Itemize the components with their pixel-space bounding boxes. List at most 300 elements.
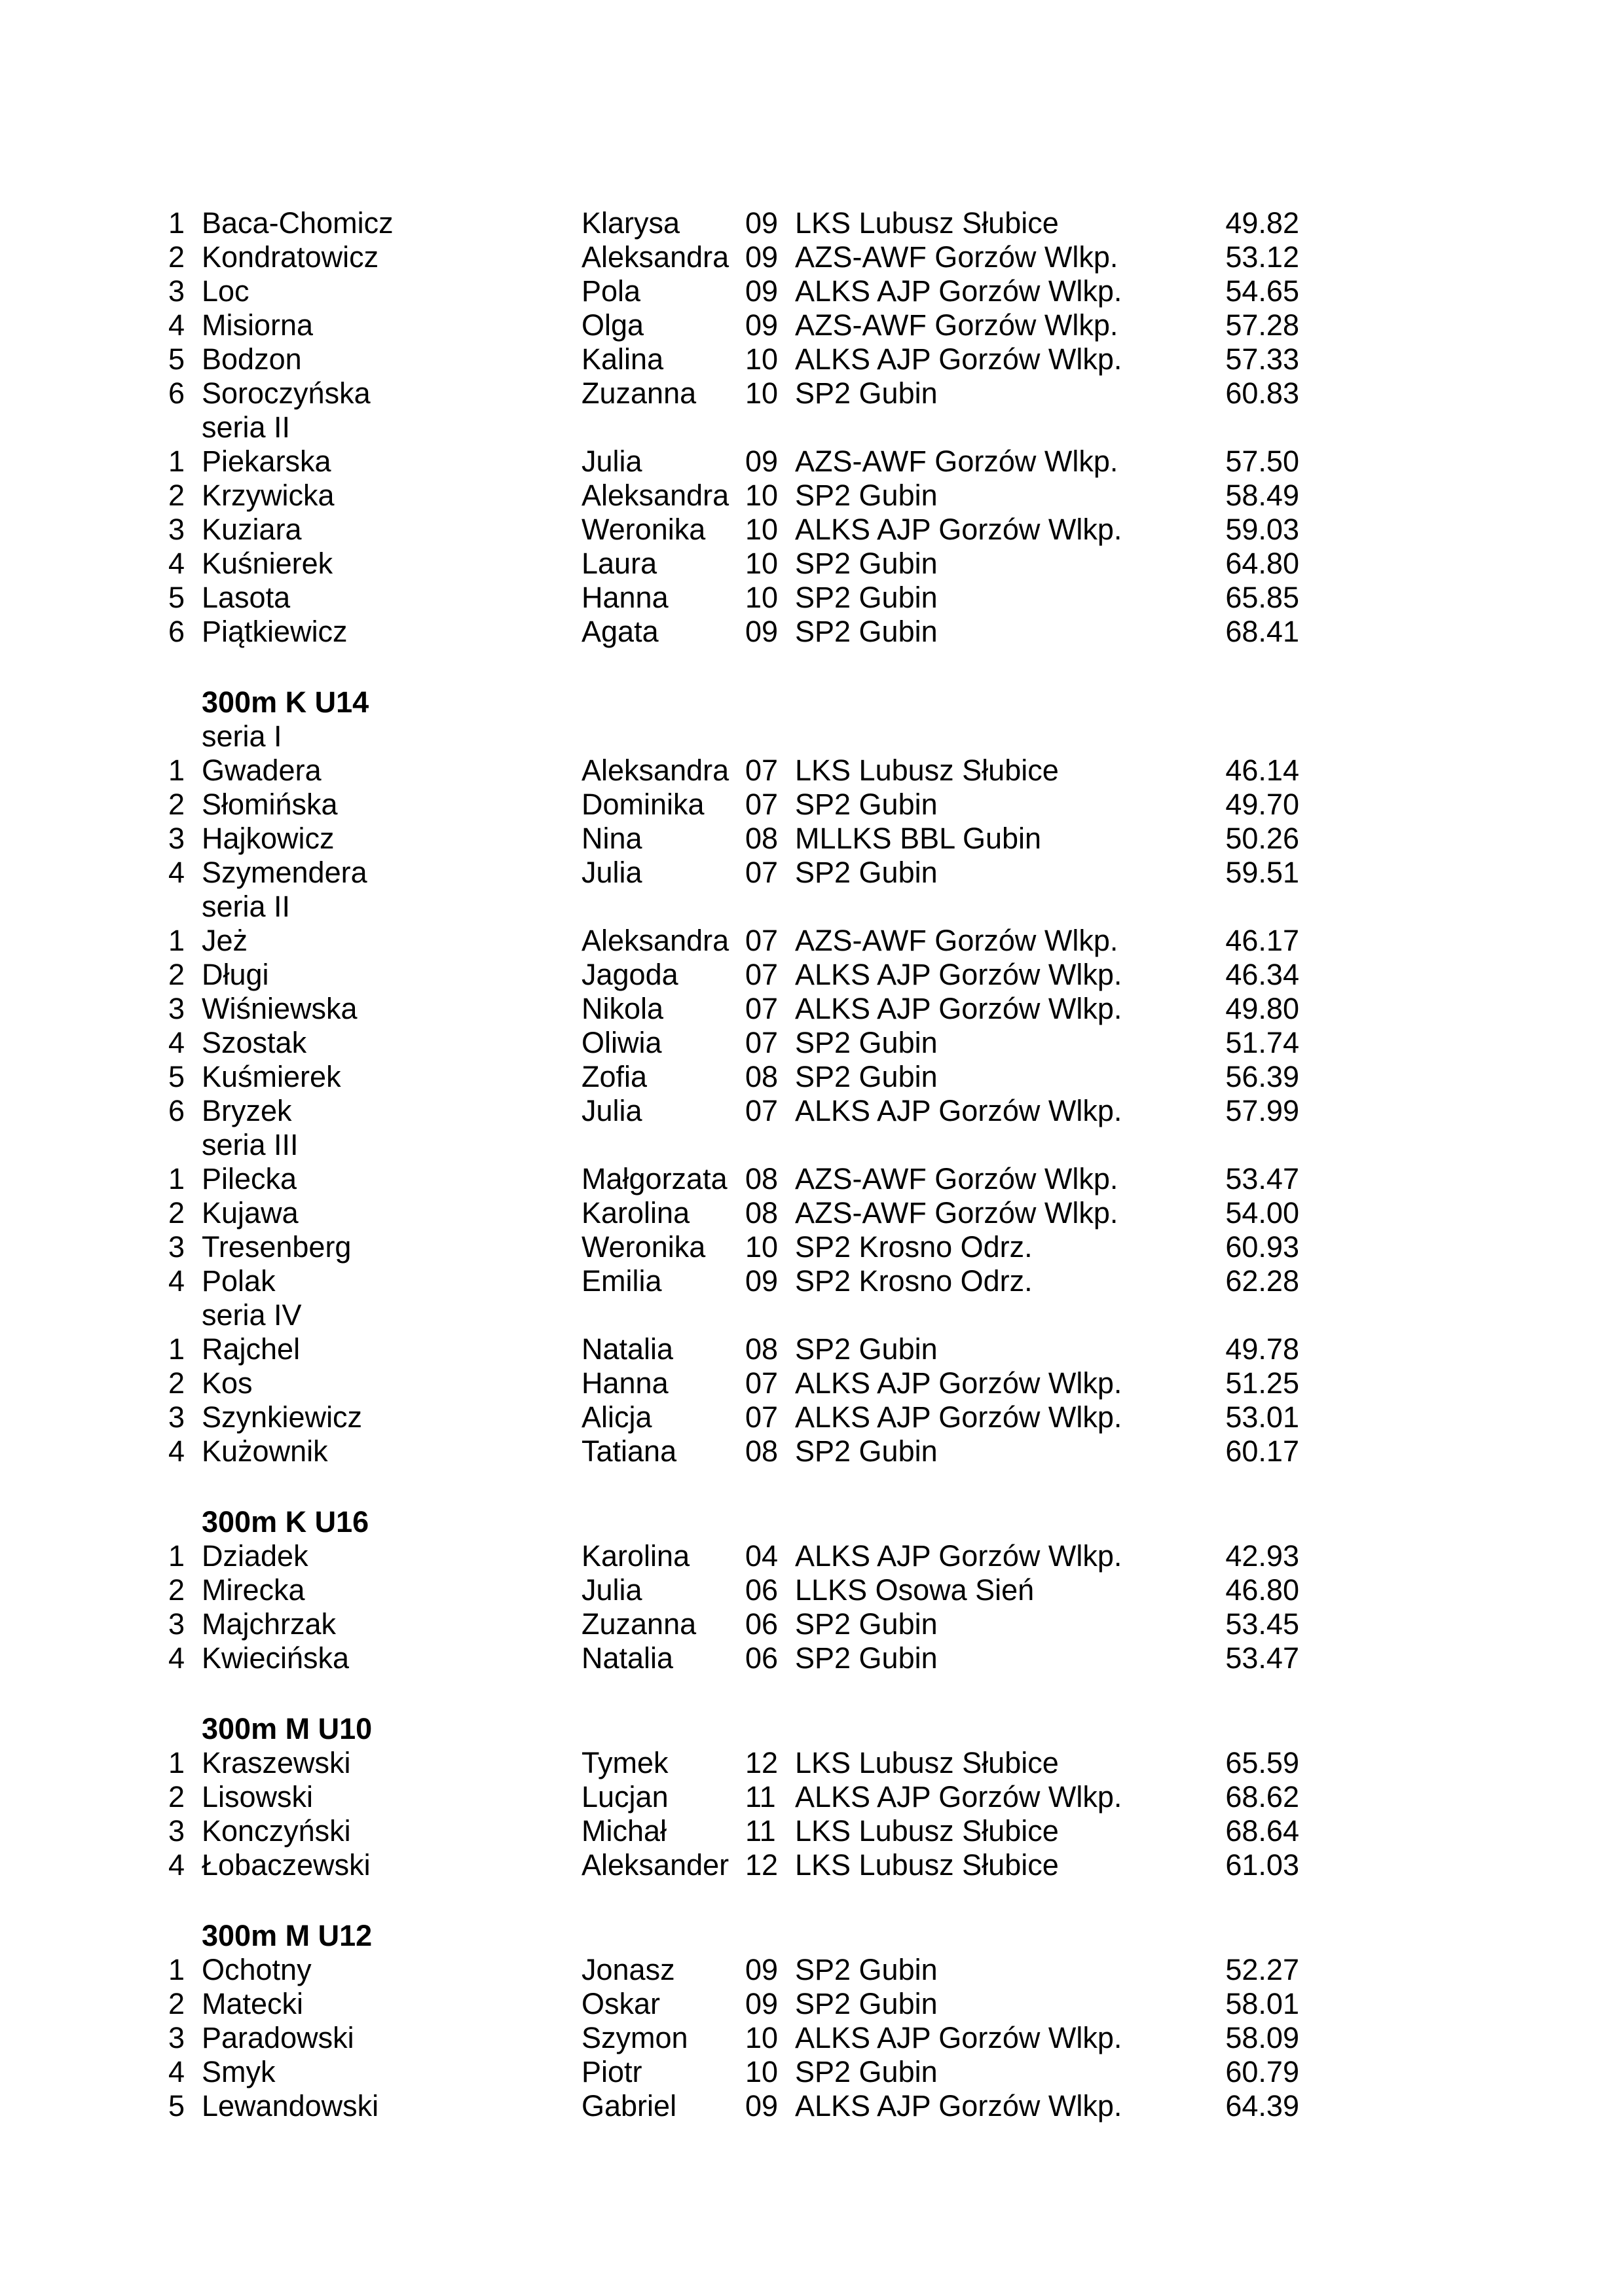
result-row <box>0 581 1624 615</box>
year-cell: 12 <box>745 1746 779 1779</box>
year-cell: 07 <box>745 1026 779 1059</box>
firstname-cell: Tymek <box>581 1746 669 1779</box>
year-cell: 06 <box>745 1607 779 1641</box>
year-cell: 10 <box>745 513 779 546</box>
result-row <box>0 958 1624 992</box>
result-row <box>0 1162 1624 1196</box>
time-cell: 59.51 <box>1225 856 1299 889</box>
year-cell: 09 <box>745 1953 779 1986</box>
firstname-cell: Julia <box>581 856 642 889</box>
time-cell: 54.00 <box>1225 1196 1299 1230</box>
surname-cell: Baca-Chomicz <box>202 206 394 240</box>
surname-cell: Hajkowicz <box>202 822 335 855</box>
time-cell: 49.80 <box>1225 992 1299 1025</box>
result-row <box>0 1400 1624 1434</box>
surname-cell: Kondratowicz <box>202 240 379 274</box>
firstname-cell: Jagoda <box>581 958 678 991</box>
firstname-cell: Karolina <box>581 1539 690 1573</box>
surname-cell: Lewandowski <box>202 2089 379 2123</box>
year-cell: 10 <box>745 1230 779 1264</box>
surname-cell: Pilecka <box>202 1162 297 1195</box>
club-cell: SP2 Gubin <box>795 1641 938 1675</box>
heat-label-line <box>0 410 1624 445</box>
result-row <box>0 1953 1624 1987</box>
time-cell: 46.34 <box>1225 958 1299 991</box>
surname-cell: Krzywicka <box>202 479 335 512</box>
time-cell: 49.78 <box>1225 1332 1299 1366</box>
year-cell: 04 <box>745 1539 779 1573</box>
year-cell: 07 <box>745 958 779 991</box>
year-cell: 07 <box>745 1400 779 1434</box>
result-row <box>0 1539 1624 1573</box>
place-cell: 5 <box>168 1060 185 1093</box>
surname-cell: Bryzek <box>202 1094 292 1127</box>
club-cell: SP2 Gubin <box>795 1332 938 1366</box>
firstname-cell: Agata <box>581 615 659 648</box>
place-cell: 2 <box>168 1196 185 1230</box>
surname-cell: Rajchel <box>202 1332 301 1366</box>
place-cell: 1 <box>168 206 185 240</box>
firstname-cell: Alicja <box>581 1400 652 1434</box>
result-row <box>0 376 1624 410</box>
club-cell: SP2 Gubin <box>795 2055 938 2088</box>
time-cell: 58.09 <box>1225 2021 1299 2054</box>
result-row <box>0 788 1624 822</box>
time-cell: 56.39 <box>1225 1060 1299 1093</box>
time-cell: 68.41 <box>1225 615 1299 648</box>
time-cell: 46.14 <box>1225 754 1299 787</box>
surname-cell: Kużownik <box>202 1434 328 1468</box>
result-row <box>0 2055 1624 2089</box>
result-row <box>0 2089 1624 2123</box>
time-cell: 61.03 <box>1225 1848 1299 1882</box>
time-cell: 50.26 <box>1225 822 1299 855</box>
time-cell: 65.85 <box>1225 581 1299 614</box>
time-cell: 57.50 <box>1225 445 1299 478</box>
firstname-cell: Michał <box>581 1814 667 1848</box>
year-cell: 08 <box>745 1196 779 1230</box>
club-cell: SP2 Gubin <box>795 788 938 821</box>
event-title: 300m K U16 <box>202 1505 369 1539</box>
time-cell: 60.79 <box>1225 2055 1299 2088</box>
club-cell: ALKS AJP Gorzów Wlkp. <box>795 1539 1122 1573</box>
result-row <box>0 754 1624 788</box>
time-cell: 53.47 <box>1225 1162 1299 1195</box>
club-cell: ALKS AJP Gorzów Wlkp. <box>795 342 1122 376</box>
time-cell: 60.17 <box>1225 1434 1299 1468</box>
heat-label: seria I <box>202 720 282 753</box>
year-cell: 07 <box>745 924 779 957</box>
heat-label-line <box>0 890 1624 924</box>
place-cell: 2 <box>168 1366 185 1400</box>
year-cell: 09 <box>745 445 779 478</box>
heat-label: seria III <box>202 1128 299 1161</box>
results-content <box>0 206 1624 2123</box>
place-cell: 6 <box>168 615 185 648</box>
result-row <box>0 1094 1624 1128</box>
place-cell: 1 <box>168 445 185 478</box>
club-cell: SP2 Gubin <box>795 1026 938 1059</box>
result-row <box>0 1987 1624 2021</box>
result-row <box>0 1607 1624 1641</box>
surname-cell: Szostak <box>202 1026 307 1059</box>
club-cell: SP2 Gubin <box>795 479 938 512</box>
firstname-cell: Aleksandra <box>581 240 729 274</box>
firstname-cell: Zuzanna <box>581 376 697 410</box>
firstname-cell: Julia <box>581 445 642 478</box>
heat-label: seria II <box>202 890 291 923</box>
place-cell: 4 <box>168 1434 185 1468</box>
firstname-cell: Aleksandra <box>581 754 729 787</box>
event-header <box>0 1919 1624 1953</box>
surname-cell: Soroczyńska <box>202 376 371 410</box>
place-cell: 5 <box>168 2089 185 2123</box>
result-row <box>0 1366 1624 1400</box>
heat-label-line <box>0 720 1624 754</box>
time-cell: 51.25 <box>1225 1366 1299 1400</box>
year-cell: 08 <box>745 1162 779 1195</box>
time-cell: 42.93 <box>1225 1539 1299 1573</box>
place-cell: 4 <box>168 856 185 889</box>
firstname-cell: Julia <box>581 1094 642 1127</box>
time-cell: 46.80 <box>1225 1573 1299 1607</box>
result-row <box>0 308 1624 342</box>
year-cell: 10 <box>745 2021 779 2054</box>
result-row <box>0 992 1624 1026</box>
place-cell: 2 <box>168 479 185 512</box>
year-cell: 10 <box>745 376 779 410</box>
place-cell: 5 <box>168 581 185 614</box>
place-cell: 1 <box>168 1746 185 1779</box>
year-cell: 08 <box>745 1332 779 1366</box>
place-cell: 4 <box>168 2055 185 2088</box>
place-cell: 3 <box>168 2021 185 2054</box>
place-cell: 6 <box>168 376 185 410</box>
club-cell: LKS Lubusz Słubice <box>795 206 1059 240</box>
firstname-cell: Julia <box>581 1573 642 1607</box>
result-row <box>0 274 1624 308</box>
result-row <box>0 1026 1624 1060</box>
place-cell: 3 <box>168 1607 185 1641</box>
firstname-cell: Natalia <box>581 1332 674 1366</box>
surname-cell: Bodzon <box>202 342 302 376</box>
place-cell: 3 <box>168 274 185 308</box>
club-cell: LKS Lubusz Słubice <box>795 1848 1059 1882</box>
result-row <box>0 1746 1624 1780</box>
result-row <box>0 547 1624 581</box>
firstname-cell: Klarysa <box>581 206 680 240</box>
club-cell: SP2 Gubin <box>795 1434 938 1468</box>
event-header <box>0 1712 1624 1746</box>
club-cell: ALKS AJP Gorzów Wlkp. <box>795 2021 1122 2054</box>
surname-cell: Kos <box>202 1366 253 1400</box>
result-row <box>0 1780 1624 1814</box>
club-cell: ALKS AJP Gorzów Wlkp. <box>795 274 1122 308</box>
surname-cell: Polak <box>202 1264 276 1298</box>
firstname-cell: Nina <box>581 822 642 855</box>
club-cell: MLLKS BBL Gubin <box>795 822 1042 855</box>
time-cell: 62.28 <box>1225 1264 1299 1298</box>
result-row <box>0 1641 1624 1675</box>
surname-cell: Matecki <box>202 1987 304 2020</box>
surname-cell: Szynkiewicz <box>202 1400 363 1434</box>
result-row <box>0 924 1624 958</box>
club-cell: ALKS AJP Gorzów Wlkp. <box>795 1366 1122 1400</box>
year-cell: 09 <box>745 615 779 648</box>
time-cell: 64.39 <box>1225 2089 1299 2123</box>
result-row <box>0 342 1624 376</box>
place-cell: 2 <box>168 240 185 274</box>
year-cell: 07 <box>745 788 779 821</box>
year-cell: 07 <box>745 1094 779 1127</box>
time-cell: 46.17 <box>1225 924 1299 957</box>
surname-cell: Lisowski <box>202 1780 314 1813</box>
surname-cell: Dziadek <box>202 1539 308 1573</box>
firstname-cell: Tatiana <box>581 1434 677 1468</box>
year-cell: 10 <box>745 2055 779 2088</box>
heat-label-line <box>0 1298 1624 1332</box>
club-cell: LKS Lubusz Słubice <box>795 1746 1059 1779</box>
club-cell: AZS-AWF Gorzów Wlkp. <box>795 1162 1118 1195</box>
year-cell: 06 <box>745 1573 779 1607</box>
club-cell: ALKS AJP Gorzów Wlkp. <box>795 2089 1122 2123</box>
year-cell: 11 <box>745 1780 776 1813</box>
surname-cell: Ochotny <box>202 1953 312 1986</box>
firstname-cell: Małgorzata <box>581 1162 728 1195</box>
firstname-cell: Hanna <box>581 1366 669 1400</box>
time-cell: 57.33 <box>1225 342 1299 376</box>
place-cell: 2 <box>168 1987 185 2020</box>
place-cell: 3 <box>168 513 185 546</box>
firstname-cell: Laura <box>581 547 657 580</box>
place-cell: 2 <box>168 788 185 821</box>
result-row <box>0 1434 1624 1468</box>
result-row <box>0 1230 1624 1264</box>
firstname-cell: Aleksandra <box>581 479 729 512</box>
year-cell: 06 <box>745 1641 779 1675</box>
year-cell: 09 <box>745 1264 779 1298</box>
result-row <box>0 479 1624 513</box>
surname-cell: Wiśniewska <box>202 992 358 1025</box>
firstname-cell: Jonasz <box>581 1953 675 1986</box>
year-cell: 08 <box>745 822 779 855</box>
time-cell: 51.74 <box>1225 1026 1299 1059</box>
place-cell: 6 <box>168 1094 185 1127</box>
club-cell: AZS-AWF Gorzów Wlkp. <box>795 1196 1118 1230</box>
place-cell: 1 <box>168 1539 185 1573</box>
firstname-cell: Natalia <box>581 1641 674 1675</box>
year-cell: 11 <box>745 1814 776 1848</box>
time-cell: 58.49 <box>1225 479 1299 512</box>
firstname-cell: Hanna <box>581 581 669 614</box>
place-cell: 1 <box>168 1162 185 1195</box>
time-cell: 65.59 <box>1225 1746 1299 1779</box>
year-cell: 07 <box>745 754 779 787</box>
place-cell: 5 <box>168 342 185 376</box>
time-cell: 58.01 <box>1225 1987 1299 2020</box>
surname-cell: Paradowski <box>202 2021 354 2054</box>
place-cell: 2 <box>168 1573 185 1607</box>
heat-label: seria IV <box>202 1298 302 1332</box>
year-cell: 09 <box>745 1987 779 2020</box>
firstname-cell: Zofia <box>581 1060 648 1093</box>
result-row <box>0 2021 1624 2055</box>
time-cell: 49.82 <box>1225 206 1299 240</box>
year-cell: 07 <box>745 992 779 1025</box>
result-row <box>0 1848 1624 1882</box>
year-cell: 10 <box>745 342 779 376</box>
club-cell: ALKS AJP Gorzów Wlkp. <box>795 1780 1122 1813</box>
result-row <box>0 1196 1624 1230</box>
event-title: 300m M U10 <box>202 1712 373 1745</box>
club-cell: AZS-AWF Gorzów Wlkp. <box>795 924 1118 957</box>
heat-label: seria II <box>202 410 291 444</box>
firstname-cell: Oskar <box>581 1987 661 2020</box>
place-cell: 4 <box>168 1026 185 1059</box>
surname-cell: Słomińska <box>202 788 338 821</box>
place-cell: 4 <box>168 547 185 580</box>
place-cell: 3 <box>168 1814 185 1848</box>
club-cell: SP2 Gubin <box>795 615 938 648</box>
year-cell: 07 <box>745 1366 779 1400</box>
time-cell: 54.65 <box>1225 274 1299 308</box>
club-cell: SP2 Krosno Odrz. <box>795 1230 1033 1264</box>
club-cell: SP2 Gubin <box>795 376 938 410</box>
club-cell: ALKS AJP Gorzów Wlkp. <box>795 513 1122 546</box>
time-cell: 57.28 <box>1225 308 1299 342</box>
place-cell: 4 <box>168 1264 185 1298</box>
place-cell: 1 <box>168 1953 185 1986</box>
time-cell: 60.93 <box>1225 1230 1299 1264</box>
surname-cell: Łobaczewski <box>202 1848 371 1882</box>
surname-cell: Kuziara <box>202 513 302 546</box>
time-cell: 60.83 <box>1225 376 1299 410</box>
time-cell: 53.47 <box>1225 1641 1299 1675</box>
place-cell: 4 <box>168 1848 185 1882</box>
club-cell: ALKS AJP Gorzów Wlkp. <box>795 1094 1122 1127</box>
firstname-cell: Lucjan <box>581 1780 669 1813</box>
surname-cell: Smyk <box>202 2055 276 2088</box>
event-title: 300m M U12 <box>202 1919 373 1952</box>
time-cell: 53.12 <box>1225 240 1299 274</box>
year-cell: 09 <box>745 240 779 274</box>
surname-cell: Konczyński <box>202 1814 351 1848</box>
surname-cell: Jeż <box>202 924 248 957</box>
surname-cell: Tresenberg <box>202 1230 352 1264</box>
result-row <box>0 822 1624 856</box>
result-row <box>0 1060 1624 1094</box>
surname-cell: Gwadera <box>202 754 322 787</box>
result-row <box>0 1264 1624 1298</box>
surname-cell: Szymendera <box>202 856 367 889</box>
firstname-cell: Piotr <box>581 2055 642 2088</box>
club-cell: SP2 Gubin <box>795 581 938 614</box>
result-row <box>0 240 1624 274</box>
firstname-cell: Aleksander <box>581 1848 729 1882</box>
firstname-cell: Szymon <box>581 2021 688 2054</box>
year-cell: 08 <box>745 1434 779 1468</box>
time-cell: 68.64 <box>1225 1814 1299 1848</box>
year-cell: 12 <box>745 1848 779 1882</box>
time-cell: 68.62 <box>1225 1780 1299 1813</box>
firstname-cell: Pola <box>581 274 641 308</box>
club-cell: SP2 Krosno Odrz. <box>795 1264 1033 1298</box>
club-cell: LKS Lubusz Słubice <box>795 1814 1059 1848</box>
place-cell: 1 <box>168 754 185 787</box>
firstname-cell: Olga <box>581 308 644 342</box>
surname-cell: Kwiecińska <box>202 1641 350 1675</box>
firstname-cell: Dominika <box>581 788 705 821</box>
time-cell: 64.80 <box>1225 547 1299 580</box>
firstname-cell: Nikola <box>581 992 664 1025</box>
surname-cell: Długi <box>202 958 269 991</box>
place-cell: 2 <box>168 1780 185 1813</box>
place-cell: 1 <box>168 1332 185 1366</box>
place-cell: 3 <box>168 1400 185 1434</box>
club-cell: AZS-AWF Gorzów Wlkp. <box>795 308 1118 342</box>
firstname-cell: Karolina <box>581 1196 690 1230</box>
result-row <box>0 1573 1624 1607</box>
event-title: 300m K U14 <box>202 685 369 719</box>
year-cell: 09 <box>745 206 779 240</box>
event-header <box>0 685 1624 720</box>
firstname-cell: Oliwia <box>581 1026 662 1059</box>
year-cell: 10 <box>745 479 779 512</box>
club-cell: ALKS AJP Gorzów Wlkp. <box>795 1400 1122 1434</box>
place-cell: 4 <box>168 1641 185 1675</box>
firstname-cell: Aleksandra <box>581 924 729 957</box>
time-cell: 53.45 <box>1225 1607 1299 1641</box>
heat-label-line <box>0 1128 1624 1162</box>
club-cell: LLKS Osowa Sień <box>795 1573 1035 1607</box>
club-cell: SP2 Gubin <box>795 547 938 580</box>
club-cell: ALKS AJP Gorzów Wlkp. <box>795 958 1122 991</box>
surname-cell: Piątkiewicz <box>202 615 348 648</box>
surname-cell: Majchrzak <box>202 1607 337 1641</box>
year-cell: 08 <box>745 1060 779 1093</box>
club-cell: AZS-AWF Gorzów Wlkp. <box>795 240 1118 274</box>
time-cell: 53.01 <box>1225 1400 1299 1434</box>
time-cell: 52.27 <box>1225 1953 1299 1986</box>
result-row <box>0 513 1624 547</box>
firstname-cell: Weronika <box>581 513 706 546</box>
place-cell: 4 <box>168 308 185 342</box>
time-cell: 59.03 <box>1225 513 1299 546</box>
club-cell: SP2 Gubin <box>795 856 938 889</box>
firstname-cell: Weronika <box>581 1230 706 1264</box>
club-cell: AZS-AWF Gorzów Wlkp. <box>795 445 1118 478</box>
surname-cell: Piekarska <box>202 445 331 478</box>
surname-cell: Kujawa <box>202 1196 299 1230</box>
place-cell: 2 <box>168 958 185 991</box>
year-cell: 07 <box>745 856 779 889</box>
surname-cell: Mirecka <box>202 1573 305 1607</box>
result-row <box>0 206 1624 240</box>
year-cell: 10 <box>745 547 779 580</box>
surname-cell: Kuśmierek <box>202 1060 341 1093</box>
place-cell: 3 <box>168 992 185 1025</box>
club-cell: SP2 Gubin <box>795 1987 938 2020</box>
result-row <box>0 445 1624 479</box>
year-cell: 09 <box>745 308 779 342</box>
firstname-cell: Gabriel <box>581 2089 677 2123</box>
result-row <box>0 1332 1624 1366</box>
result-row <box>0 615 1624 649</box>
year-cell: 10 <box>745 581 779 614</box>
result-row <box>0 856 1624 890</box>
place-cell: 1 <box>168 924 185 957</box>
surname-cell: Lasota <box>202 581 291 614</box>
